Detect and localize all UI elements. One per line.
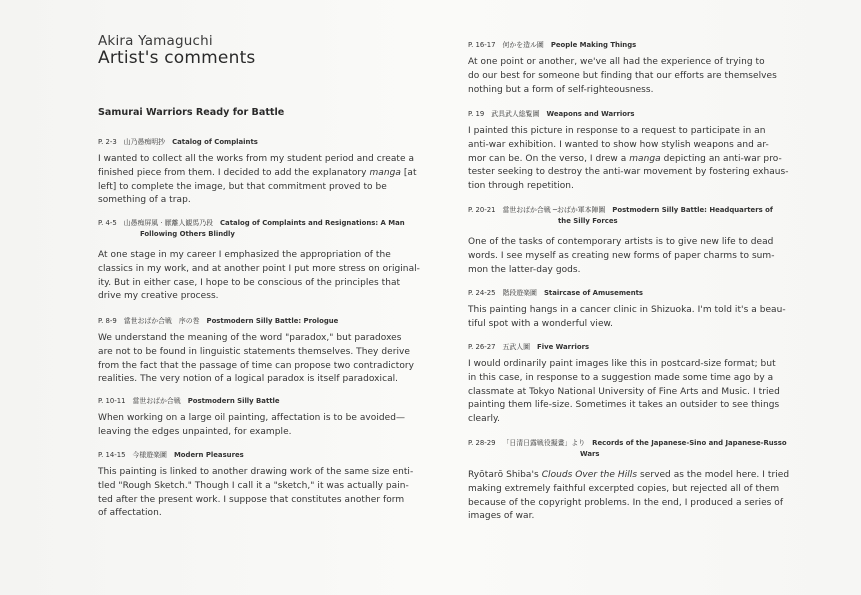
text-line: tiful spot with a wonderful view.: [468, 318, 614, 329]
entry-text: [468, 304, 808, 332]
entry-caption: [468, 438, 808, 460]
japanese-title: 當世おばか合戦 ─おばか軍本陣圖: [502, 206, 606, 214]
entry-text: [468, 469, 808, 524]
entry-caption: [468, 40, 808, 51]
text-line: nothing but a form of self-righteousness.: [468, 84, 654, 95]
text-line: classics in my work, and at another point I put more stress on original-: [98, 263, 420, 274]
japanese-title: 階段遊楽圖: [502, 289, 537, 297]
japanese-title: 當世おばか合戦: [132, 397, 181, 405]
entry-records-of-wars: [468, 438, 808, 524]
emphasized-term: manga: [629, 153, 661, 164]
english-title: Catalog of Complaints and Resignations: A Man: [219, 219, 405, 227]
entry-caption: [98, 137, 450, 148]
author-name: Akira Yamaguchi: [98, 33, 213, 49]
english-title-continued: the Silly Forces: [558, 217, 618, 225]
text-line: are not to be found in linguistic statements themselves. They derive: [98, 346, 410, 357]
text-line: When working on a large oil painting, affectation is to be avoided—: [98, 413, 406, 423]
text-line: leaving the edges unpainted, for example.: [98, 426, 292, 437]
text-line: I wanted to collect all the works from my student period and create a: [98, 154, 415, 164]
japanese-title: 五武人圖: [502, 343, 531, 351]
page-ref: P. 8-9: [98, 317, 117, 325]
entry-complaints-and-resignations: [98, 218, 450, 304]
text-line: We understand the meaning of the word "paradox," but paradoxes: [98, 333, 402, 343]
text-line: At one point or another, we've all had the experience of trying to: [468, 57, 765, 67]
entry-staircase-of-amusements: [468, 288, 808, 332]
emphasized-term: manga: [369, 167, 401, 178]
japanese-title: 何かを造ル圖: [502, 41, 544, 49]
text-line: tester seeking to destroy the anti-war movement by fostering exhaus-: [468, 167, 789, 178]
entry-weapons-and-warriors: [468, 109, 808, 194]
page-ref: P. 20-21: [468, 206, 496, 214]
text-line: mor can be. On the verso, I drew a manga depicting an anti-war pro-: [468, 153, 782, 164]
entry-text: [468, 125, 808, 194]
entry-caption: [98, 316, 450, 327]
page-heading: Artist's comments: [98, 48, 256, 68]
entry-text: [98, 249, 450, 304]
english-title: Catalog of Complaints: [172, 138, 258, 146]
text-line: from the fact that the passage of time can propose two contradictory: [98, 360, 415, 371]
entry-text: [468, 358, 808, 427]
page-ref: P. 26-27: [468, 343, 496, 351]
text-line: anti-war exhibition. I wanted to show how stylish weapons and ar-: [468, 139, 769, 150]
text-line: One of the tasks of contemporary artists is to give new life to dead: [468, 237, 774, 247]
english-title-continued: Wars: [580, 450, 600, 458]
entry-text: [468, 236, 808, 277]
text-line: At one stage in my career I emphasized the appropriation of the: [98, 250, 391, 260]
text-line: something of a trap.: [98, 195, 191, 206]
entry-text: [98, 466, 450, 521]
text-line: ity. But in either case, I hope to be conscious of the principles that: [98, 277, 401, 288]
page-ref: P. 24-25: [468, 289, 496, 297]
text-line: finished piece from them. I decided to add the explanatory manga [at: [98, 167, 417, 178]
emphasized-term: Clouds Over the Hills: [541, 470, 638, 480]
text-line: tion through repetition.: [468, 181, 574, 192]
japanese-title: 武具武人総覧圖: [491, 110, 540, 118]
page-ref: P. 2-3: [98, 138, 117, 146]
english-title: Modern Pleasures: [173, 451, 244, 459]
english-title: Records of the Japanese-Sino and Japanese-Russo: [592, 439, 787, 447]
english-title: Weapons and Warriors: [546, 110, 635, 118]
text-line: in this case, in response to a suggestion made some time ago by a: [468, 372, 774, 383]
text-line: of affectation.: [98, 508, 162, 519]
page-ref: P. 14-15: [98, 451, 126, 459]
page-ref: P. 10-11: [98, 397, 126, 405]
english-title: Five Warriors: [537, 343, 590, 351]
entry-text: [98, 412, 450, 440]
text-line: I painted this picture in response to a request to participate in an: [468, 126, 766, 136]
entry-modern-pleasures: [98, 450, 450, 521]
japanese-title: 「日清日露戦役擬畫」より: [502, 439, 586, 447]
page-ref: P. 19: [468, 110, 485, 118]
japanese-title: 山乃愚痴明抄: [123, 138, 166, 146]
text-line: painting them life-size. Sometimes it takes an outsider to see things: [468, 400, 780, 411]
entry-people-making-things: [468, 40, 808, 97]
text-line: mon the latter-day gods.: [468, 264, 581, 275]
japanese-title: 山愚痴屏風 · 厭離人観馬乃段: [123, 219, 213, 227]
text-line: classmate at Tokyo National University of Fine Arts and Music. I tried: [468, 386, 780, 397]
section-title: Samurai Warriors Ready for Battle: [98, 107, 285, 118]
japanese-title: 當世おばか合戦 序の巻: [123, 317, 200, 325]
entry-caption: [468, 109, 808, 120]
text-line: images of war.: [468, 511, 535, 522]
page-ref: P. 16-17: [468, 41, 496, 49]
entry-five-warriors: [468, 342, 808, 427]
entry-caption: [468, 288, 808, 299]
page-ref: P. 4-5: [98, 219, 117, 227]
entry-silly-forces-headquarters: [468, 205, 808, 277]
text-line: left] to complete the image, but that commitment proved to be: [98, 181, 387, 192]
entry-text: [98, 332, 450, 387]
text-line: This painting hangs in a cancer clinic in Shizuoka. I'm told it's a beau-: [468, 305, 786, 315]
entry-text: [468, 56, 808, 97]
text-line: drive my creative process.: [98, 291, 219, 302]
entry-caption: [98, 450, 450, 461]
text-line: I would ordinarily paint images like this in postcard-size format; but: [468, 359, 776, 369]
text-line: Ryōtarō Shiba's Clouds Over the Hills served as the model here. I tried: [468, 470, 790, 480]
english-title: Staircase of Amusements: [543, 289, 643, 297]
entry-silly-battle-prologue: [98, 316, 450, 387]
page-ref: P. 28-29: [468, 439, 496, 447]
text-line: This painting is linked to another drawing work of the same size enti-: [98, 467, 414, 477]
english-title: Postmodern Silly Battle: Headquarters of: [612, 206, 773, 214]
entry-silly-battle: [98, 396, 450, 440]
entry-caption: [98, 218, 450, 240]
english-title: Postmodern Silly Battle: Prologue: [206, 317, 339, 325]
text-line: realities. The very notion of a logical paradox is itself paradoxical.: [98, 374, 399, 385]
text-line: clearly.: [468, 414, 501, 425]
text-line: do our best for someone but finding that our efforts are themselves: [468, 70, 777, 81]
text-line: tled "Rough Sketch." Though I call it a "sketch," it was actually pain-: [98, 480, 409, 491]
text-line: words. I see myself as creating new forms of paper charms to sum-: [468, 250, 775, 261]
english-title: People Making Things: [550, 41, 637, 49]
text-line: making extremely faithful excerpted copies, but rejected all of them: [468, 483, 780, 494]
entry-catalog-of-complaints: [98, 137, 450, 208]
entry-text: [98, 153, 450, 208]
text-line: because of the copyright problems. In the end, I produced a series of: [468, 497, 784, 508]
english-title: Postmodern Silly Battle: [187, 397, 280, 405]
text-line: ted after the present work. I suppose that constitutes another form: [98, 494, 405, 505]
entry-caption: [98, 396, 450, 407]
entry-caption: [468, 205, 808, 227]
entry-caption: [468, 342, 808, 353]
japanese-title: 今様遊楽圖: [132, 451, 167, 459]
english-title-continued: Following Others Blindly: [140, 230, 235, 238]
